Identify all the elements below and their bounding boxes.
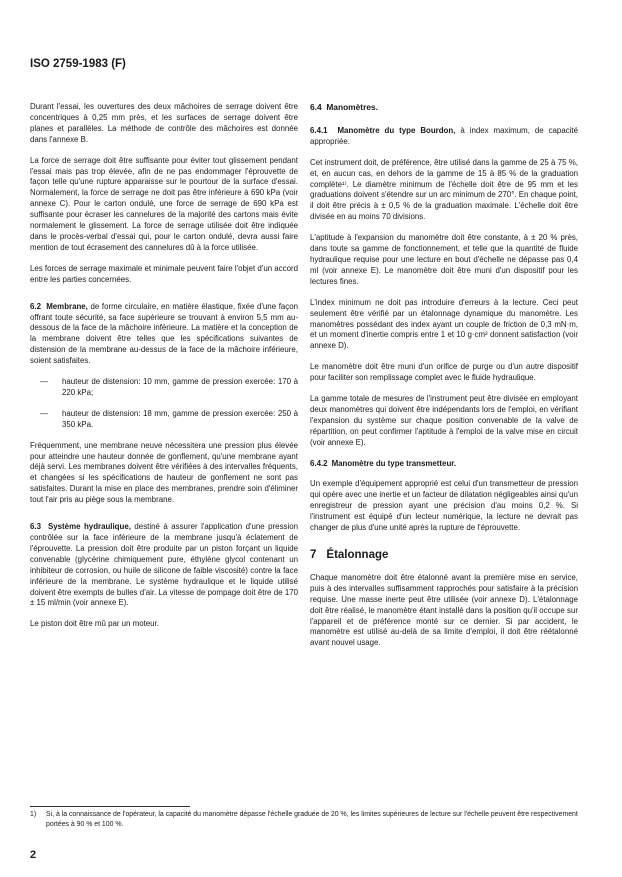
paragraph-piston: Le piston doit être mû par un moteur. [30, 619, 159, 629]
section-6-3-title: Système hydraulique, [48, 522, 131, 532]
section-6-3-text: destiné à assurer l'application d'une pression contrôlée sur la face inférieure de la membrane jusqu'à éclatement de l'éprouvette. La pression doit être produite par un piston forçant un liquide convenable (glycérine chimiquement pure, éthylène glycol contenant un inhibiteur de corrosion, ou huile de silicone de faible viscosité) contre la face inférieure de la membrane. Le système hydraulique et le liquide utilisé doivent être exempts de bulles d'air. La vitesse de pompage doit être de 170 ± 15 ml/min (voir annexe E). [30, 522, 298, 608]
dash-bullet: — [40, 408, 48, 418]
document-header: ISO 2759-1983 (F) [30, 58, 126, 70]
section-6-4-1-title: Manomètre du type Bourdon, [337, 125, 456, 135]
paragraph-purge: Le manomètre doit être muni d'un orifice de purge ou d'un autre dispositif pour faciliter son remplissage complet avec le fluide hydraulique. [310, 362, 578, 383]
paragraph-gauge-range: Cet instrument doit, de préférence, être utilisé dans la gamme de 25 à 75 %, et, en aucun cas, en dehors de la gamme de 15 à 85 % de la graduation complète¹⁾. Le diamètre minimum de l'échelle doit être de 95 mm et les graduations doivent s'étendre sur un arc minimum de 270°. En chaque point, il doit être précis à ± 0,5 % de la graduation maximale. L'échelle doit être divisée en au moins 70 divisions. [310, 157, 578, 222]
section-7-title: Étalonnage [326, 549, 389, 561]
paragraph-expansion: L'aptitude à l'expansion du manomètre doit être constante, à ± 20 % près, dans toute sa gamme de fonctionnement, et telle que la quantité de fluide hydraulique requise pour une lecture en bout d'échelle ne dépasse pas 0,4 ml (voir annexe E). Le manomètre doit être muni d'un dispositif pour les lectures fines. [310, 233, 578, 286]
section-6-4-1 [310, 126, 578, 148]
paragraph-clamping-force: La force de serrage doit être suffisante pour éviter tout glissement pendant l'essai mais pas trop élevée, afin de ne pas endommager l'éprouvette de façon telle qu'une rupture apparaisse sur le pourtour de la surface d'essai. Normalement, la force de serrage ne doit pas être inférieure à 690 kPa (voir annexe C). Pour le carton ondulé, une force de serrage de 690 kPa est suffisante pour écraser les cannelures de la majorité des cartons mais évite normalement le glissement. La force de serrage utilisée doit être indiquée dans le procès-verbal d'essai qui, pour le carton ondulé, devra aussi faire mention de tout écrasement des cannelures dû à la force utilisée. [30, 155, 298, 252]
paragraph-transmitter: Un exemple d'équipement approprié est celui d'un transmetteur de pression qui opère avec une inertie et un facteur de dilatation négligeables ainsi qu'un enregistreur de pression ayant une précision d'au moins 0,2 %. Si l'instrument est équipé d'un lecteur numérique, la lecture ne devrait pas changer de plus d'une unité après la rupture de l'éprouvette. [310, 479, 578, 533]
dash-bullet: — [40, 377, 48, 387]
paragraph-max-index: L'index minimum ne doit pas introduire d'erreurs à la lecture. Ceci peut seulement être vérifié par un étalonnage dynamique du manomètre. Les manomètres possédant des index ayant un couple de friction de 0,3 mN·m, et un moment d'inertie compris entre 1 et 10 g·cm² donnent satisfaction (voir annexe D). [310, 297, 578, 351]
left-column [30, 102, 298, 640]
section-7-heading [310, 550, 578, 561]
paragraph-two-gauges: La gamme totale de mesures de l'instrument peut être divisée en employant deux manomètres qui doivent être indépendants lors de l'emploi, en vérifiant l'expansion du système sur chaque position convenable de la valve de répartition, on peut confirmer l'aptitude à l'emploi de la valve mise en circuit (voir annexe E). [310, 394, 578, 447]
section-6-4-number: 6.4 [310, 102, 322, 112]
section-6-2-text: de forme circulaire, en matière élastique, fixée d'une façon offrant toute sécurité, sa face supérieure se trouvant à environ 5,5 mm au-dessous de la face de la mâchoire inférieure. La matière et la conception de la membrane doivent être telles que les spécifications suivantes de distension de la membrane au-dessus de la face de la mâchoire inférieure, soient satisfaites. [30, 301, 298, 366]
page-number: 2 [30, 849, 37, 861]
section-6-4-2-heading [310, 459, 578, 470]
paragraph-jaws: Durant l'essai, les ouvertures des deux mâchoires de serrage doivent être concentriques à 0,25 mm près, et les surfaces de serrage doivent être planes et parallèles. La méthode de contrôle des mâchoires est donnée dans l'annexe B. [30, 102, 298, 144]
paragraph-membranes: Fréquemment, une membrane neuve nécessitera une pression plus élevée pour atteindre une hauteur donnée de gonflement, qu'une membrane ayant déjà servi. Les membranes doivent être vérifiées à des intervalles fréquents, et changées si les spécifications de hauteur de gonflement ne sont pas satisfaites. Durant la mise en place des membranes, prendre soin d'éliminer tout l'air pris au piège sous la membrane. [30, 440, 298, 505]
footnote-divider [30, 806, 190, 807]
section-6-2 [30, 302, 298, 367]
paragraph-force-agreement: Les forces de serrage maximale et minimale peuvent faire l'objet d'un accord entre les parties concernées. [30, 263, 298, 284]
section-6-3-number: 6.3 [30, 522, 41, 532]
section-7-number: 7 [310, 549, 317, 561]
footnote-text: Si, à la connaissance de l'opérateur, la capacité du manomètre dépasse l'échelle graduée de 20 %, les limites supérieures de lecture sur l'échelle peuvent être respectivement portées à 90 % et 100 %. [46, 811, 578, 828]
paragraph-calibration: Chaque manomètre doit être étalonné avant la première mise en service, puis à des intervalles suffisamment rapprochés pour satisfaire à la précision requise. Une masse inerte peut être utilisée (voir annexe D). L'étalonnage doit être réalisé, le manomètre étant installé dans la position qu'il occupe sur l'appareil et de préférence monté sur ce dernier. Si par accident, le manomètre est utilisé au-delà de sa limite d'emploi, il doit être réétalonné avant nouvel usage. [310, 572, 578, 648]
list-item-text: hauteur de distension: 10 mm, gamme de pression exercée: 170 à 220 kPa; [62, 377, 298, 397]
footnote [30, 810, 590, 829]
right-column [310, 102, 578, 659]
section-6-4-2-number: 6.4.2 [310, 458, 328, 468]
footnote-mark: 1) [30, 811, 37, 818]
section-6-2-number: 6.2 [30, 301, 41, 311]
section-6-4-2-title: Manomètre du type transmetteur. [331, 458, 457, 468]
list-item-text: hauteur de distension: 18 mm, gamme de pression exercée: 250 à 350 kPa. [62, 408, 298, 429]
list-item [30, 409, 298, 431]
section-6-4-1-text: à index maximum, de capacité appropriée. [310, 125, 578, 146]
section-6-4-1-number: 6.4.1 [310, 125, 328, 135]
list-item [30, 377, 298, 399]
section-6-3 [30, 522, 298, 609]
section-6-4-heading [310, 102, 578, 113]
section-6-2-title: Membrane, [46, 301, 88, 311]
section-6-4-title: Manomètres. [326, 102, 378, 112]
